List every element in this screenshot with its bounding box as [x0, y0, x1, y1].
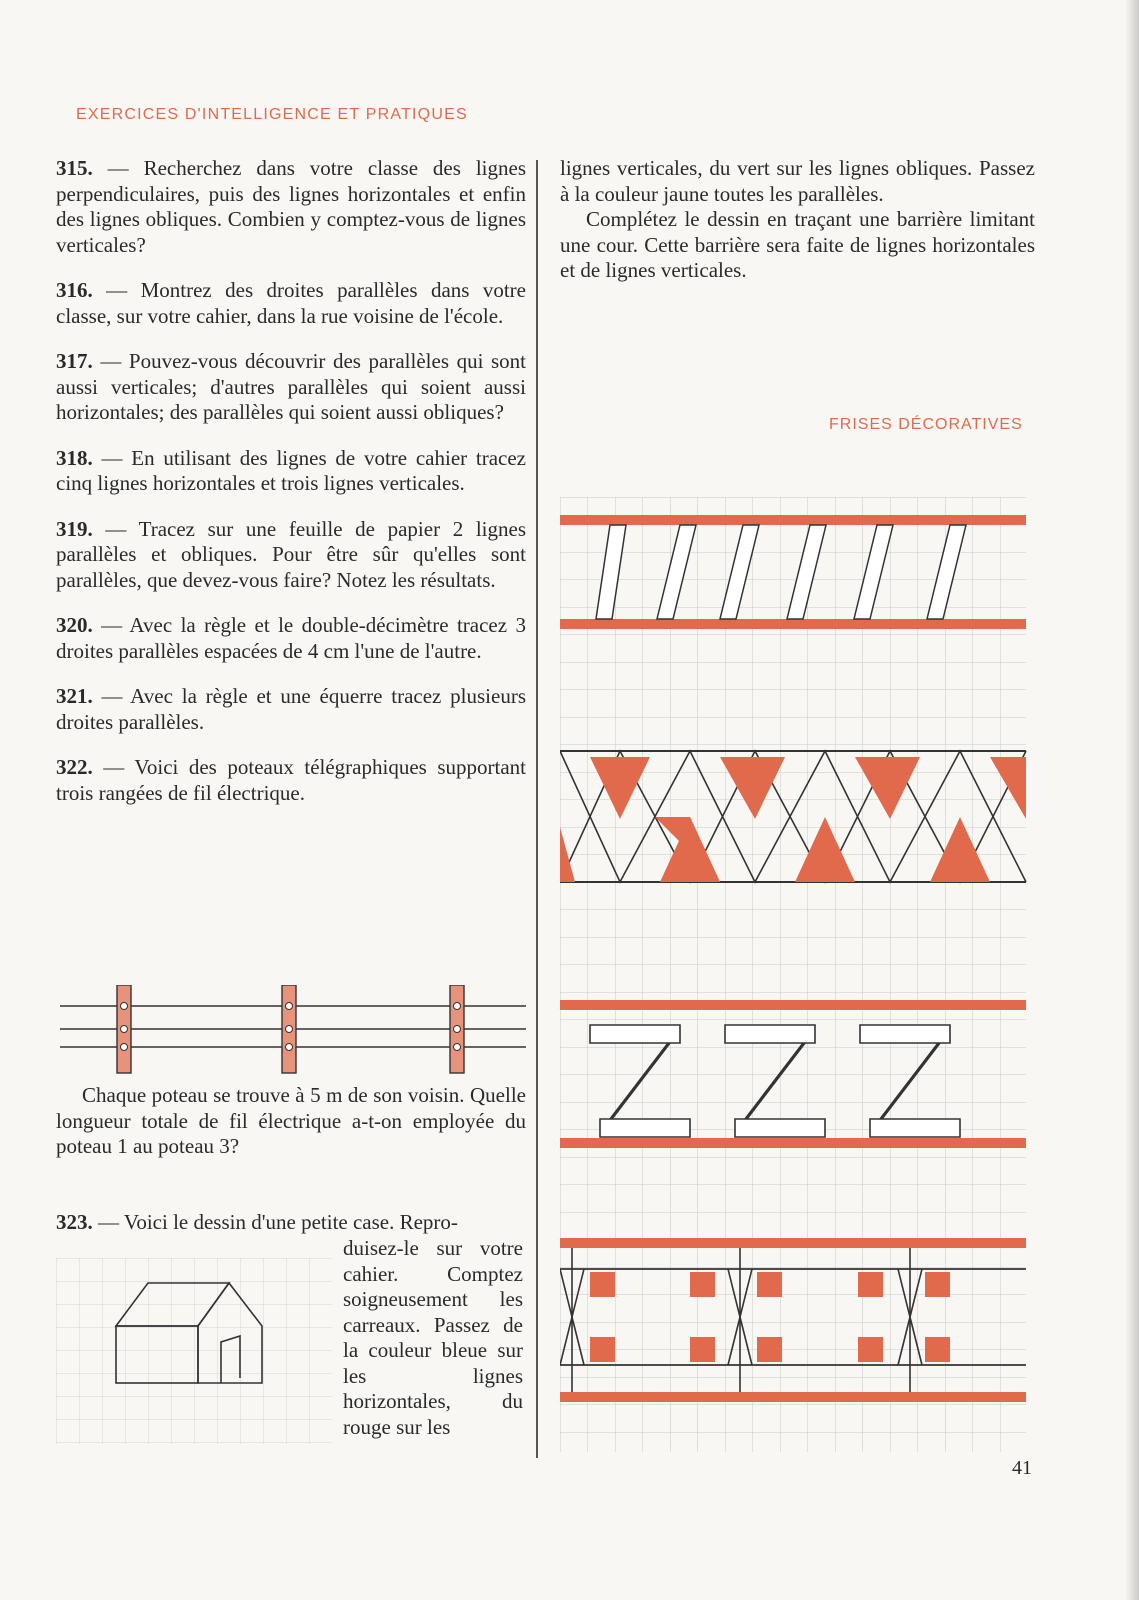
- right-column: [560, 156, 1035, 284]
- exercise-323-end: lignes verticales, du vert sur les lignes obliques. Passez à la couleur jaune toutes les parallèles.: [560, 156, 1035, 206]
- exercise-text: — Recherchez dans votre classe des lignes perpendiculaires, puis des lignes horizontales et enfin des lignes obliques. Combien y comptez-vous de lignes verticales?: [56, 156, 526, 257]
- pole-2: [282, 985, 296, 1073]
- exercise-text: — Pouvez-vous découvrir des parallèles qui sont aussi verticales; d'autres parallèles qui soient aussi horizontales; des parallèles qui soient aussi obliques?: [56, 349, 526, 424]
- exercise-323: [56, 1210, 526, 1236]
- telegraph-poles-illustration: [60, 985, 526, 1075]
- exercise-number: 323.: [56, 1210, 93, 1234]
- exercise-text: — Montrez des droites parallèles dans votre classe, sur votre cahier, dans la rue voisine de l'école.: [56, 278, 526, 328]
- exercise-316: [56, 278, 526, 329]
- exercise-323-continued: duisez-le sur votre cahier. Comptez soigneusement les carreaux. Passez de la couleur bleue sur les lignes horizontales, du rouge sur les: [343, 1236, 523, 1439]
- frises-title: FRISES DÉCORATIVES: [829, 416, 1023, 433]
- pole-3: [450, 985, 464, 1073]
- exercise-322-followup: Chaque poteau se trouve à 5 m de son voisin. Quelle longueur totale de fil électrique a-t-on employée du poteau 1 au poteau 3?: [56, 1083, 526, 1158]
- exercise-number: 318.: [56, 445, 93, 470]
- exercise-number: 317.: [56, 349, 93, 373]
- exercise-317: [56, 349, 526, 426]
- exercise-text: — Tracez sur une feuille de papier 2 lignes parallèles et obliques. Pour être sûr qu'elles sont parallèles, que devez-vous faire? Notez les résultats.: [56, 516, 526, 592]
- exercise-text: — Avec la règle et le double-décimètre tracez 3 droites parallèles espacées de 4 cm l'une de l'autre.: [56, 613, 526, 663]
- exercise-323-lead-block: [56, 1210, 526, 1236]
- house-drawing: [56, 1258, 332, 1444]
- exercise-text: — Voici des poteaux télégraphiques supportant trois rangées de fil électrique.: [56, 755, 526, 805]
- exercise-322-followup-block: [56, 1083, 526, 1160]
- exercise-text: — En utilisant des lignes de votre cahier tracez cinq lignes horizontales et trois lignes verticales.: [56, 445, 526, 495]
- section-title: EXERCICES D'INTELLIGENCE ET PRATIQUES: [76, 106, 468, 123]
- exercise-321: [56, 684, 526, 735]
- pole-1: [117, 985, 131, 1073]
- page-number: 41: [1012, 1457, 1032, 1479]
- page-edge-shadow: [1125, 0, 1139, 1600]
- exercise-318: [56, 446, 526, 497]
- exercise-315: [56, 156, 526, 258]
- exercise-319: [56, 517, 526, 594]
- left-column: [56, 156, 526, 806]
- exercise-number: 315.: [56, 156, 93, 180]
- exercise-number: 321.: [56, 684, 93, 708]
- exercise-322: [56, 755, 526, 806]
- exercise-number: 319.: [56, 516, 93, 541]
- exercise-number: 316.: [56, 278, 93, 302]
- decorative-friezes: [560, 497, 1030, 1452]
- exercise-text: — Avec la règle et une équerre tracez plusieurs droites parallèles.: [56, 684, 526, 734]
- exercise-text: — Voici le dessin d'une petite case. Repro-: [92, 1210, 458, 1234]
- exercise-number: 320.: [56, 613, 93, 637]
- exercise-320: [56, 613, 526, 664]
- barrier-paragraph: Complétez le dessin en traçant une barrière limitant une cour. Cette barrière sera faite de lignes horizontales et de lignes verticales.: [560, 207, 1035, 282]
- exercise-number: 322.: [56, 755, 93, 779]
- column-divider: [536, 160, 538, 1458]
